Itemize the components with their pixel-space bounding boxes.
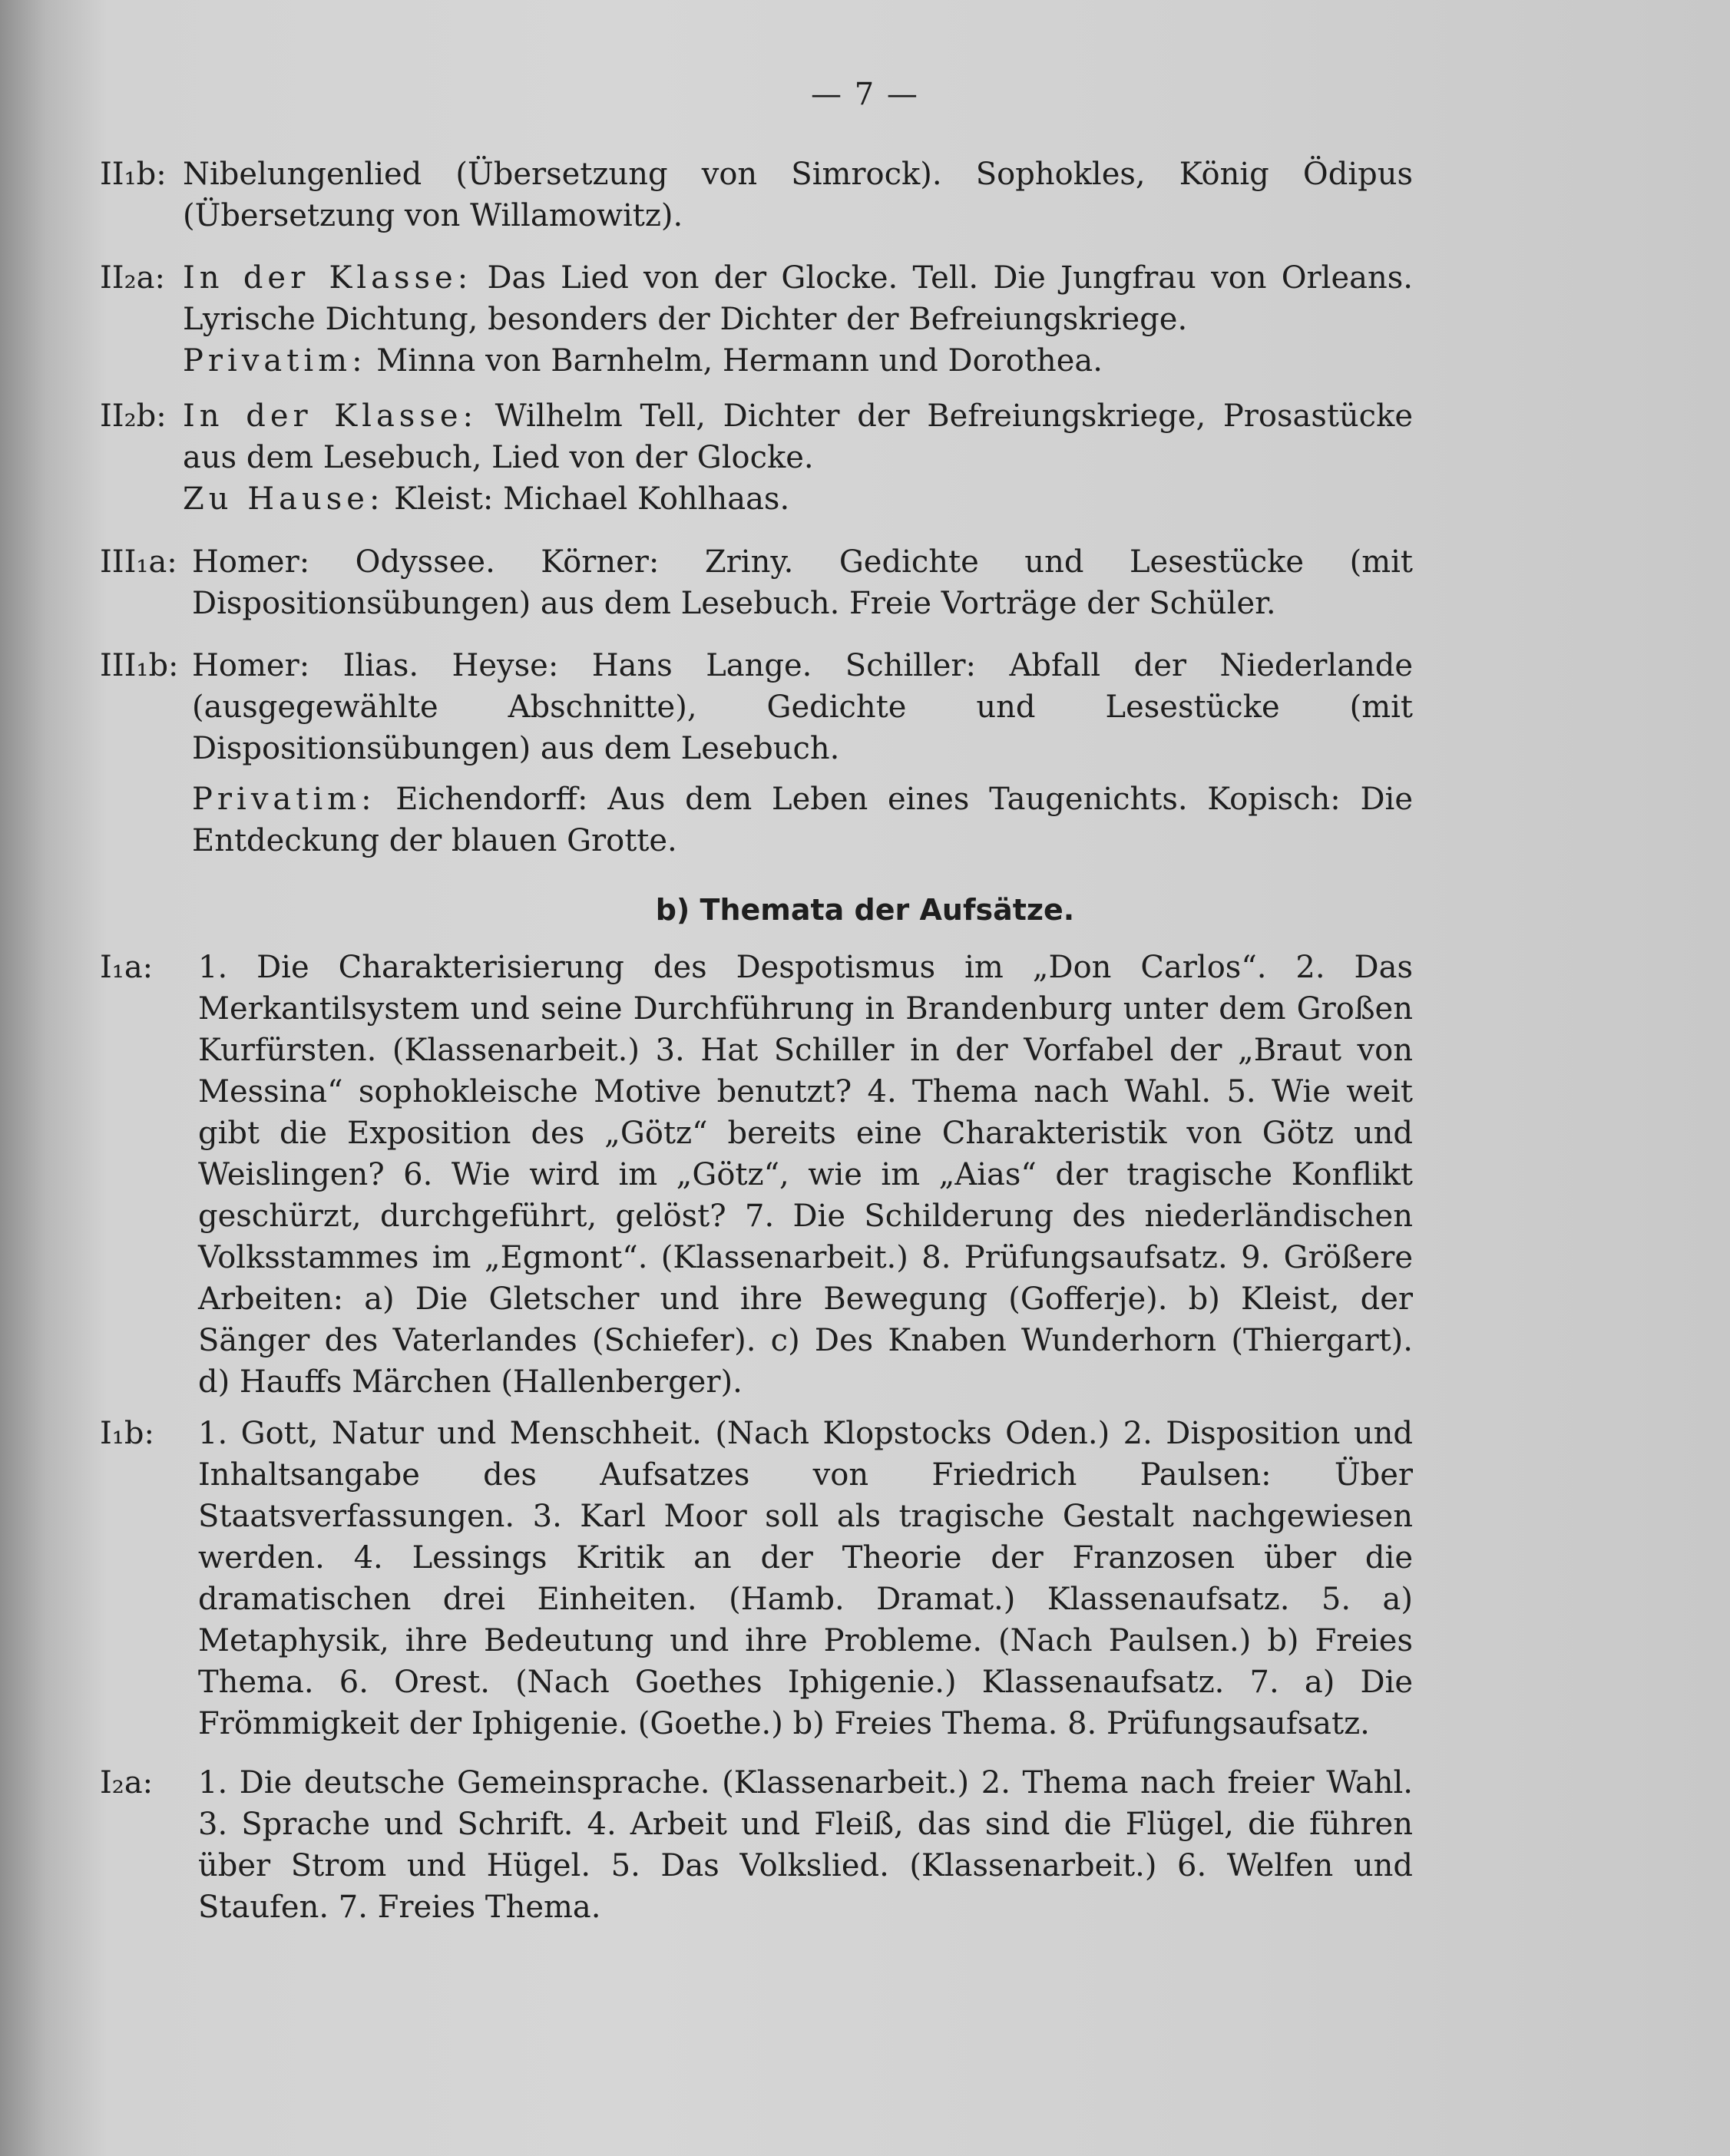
- entry-text: 1. Die Charakterisierung des Despotismus im „Don Carlos“. 2. Das Merkantilsystem und seine Durchführung in Brandenburg unter dem Großen Kurfürsten. (Klassenarbeit.) 3. Hat Schiller in der Vorfabel der „Braut von Messina“ sophokleische Motive benutzt? 4. Thema nach Wahl. 5. Wie weit gibt die Exposition des „Götz“ bereits eine Charakteristik von Götz und Weislingen? 6. Wie wird im „Götz“, wie im „Aias“ der tragische Konflikt geschürzt, durchgeführt, gelöst? 7. Die Schilderung des niederländischen Volksstammes im „Egmont“. (Klassenarbeit.) 8. Prüfungsaufsatz. 9. Größere Arbeiten: a) Die Gletscher und ihre Bewegung (Gofferje). b) Kleist, der Sänger des Vaterlandes (Schiefer). c) Des Knaben Wunderhorn (Thiergart). d) Hauffs Märchen (Hallenberger).: [198, 950, 1413, 1400]
- entry-label: III₁b:: [100, 648, 179, 683]
- entry-text: Minna von Barnhelm, Hermann und Dorothea.: [366, 343, 1103, 379]
- page-number: — 7 —: [811, 77, 919, 112]
- entry-body: [183, 154, 1413, 236]
- entry-text: Wilhelm Tell, Dichter der Befreiungskriege, Prosastücke aus dem Lesebuch, Lied von der Glocke.: [183, 398, 1413, 475]
- entry-body: [198, 947, 1413, 1403]
- entry-text: 1. Die deutsche Gemeinsprache. (Klassenarbeit.) 2. Thema nach freier Wahl. 3. Sprache und Schrift. 4. Arbeit und Fleiß, das sind die Flügel, die führen über Strom und Hügel. 5. Das Volkslied. (Klassenarbeit.) 6. Welfen und Staufen. 7. Freies Thema.: [198, 1765, 1413, 1925]
- entry-lead: Zu Hause:: [183, 481, 385, 517]
- entry-body: [192, 541, 1413, 624]
- entry-lead: Privatim:: [192, 782, 376, 817]
- entry-label: II₂a:: [100, 260, 165, 296]
- entry-text: 1. Gott, Natur und Menschheit. (Nach Klopstocks Oden.) 2. Disposition und Inhaltsangabe des Aufsatzes von Friedrich Paulsen: Über Staatsverfassungen. 3. Karl Moor soll als tragische Gestalt nachgewiesen werden. 4. Lessings Kritik an der Theorie der Franzosen über die dramatischen drei Einheiten. (Hamb. Dramat.) Klassenaufsatz. 5. a) Metaphysik, ihre Bedeutung und ihre Probleme. (Nach Paulsen.) b) Freies Thema. 6. Orest. (Nach Goethes Iphigenie.) Klassenaufsatz. 7. a) Die Frömmigkeit der Iphigenie. (Goethe.) b) Freies Thema. 8. Prüfungsaufsatz.: [198, 1416, 1413, 1741]
- entry-body: [192, 645, 1413, 861]
- entry-text: Homer: Odyssee. Körner: Zriny. Gedichte und Lesestücke (mit Dispositionsübungen) aus dem Lesebuch. Freie Vorträge der Schüler.: [192, 544, 1413, 621]
- entry-body: [183, 395, 1413, 520]
- entry-paragraph: [183, 478, 1413, 520]
- reading-entry-II1b: [100, 154, 1413, 236]
- entry-label: III₁a:: [100, 544, 177, 580]
- essay-entry-I1b: [100, 1413, 1413, 1744]
- reading-entry-II2b: [100, 395, 1413, 520]
- entry-body: [198, 1413, 1413, 1744]
- entry-paragraph: [183, 395, 1413, 478]
- entry-label: II₂b:: [100, 398, 167, 434]
- reading-entry-II2a: [100, 257, 1413, 382]
- section-heading: b) Themata der Aufsätze.: [655, 893, 1075, 927]
- entry-text: Eichendorff: Aus dem Leben eines Taugenichts. Kopisch: Die Entdeckung der blauen Grotte.: [192, 782, 1413, 858]
- entry-text: Das Lied von der Glocke. Tell. Die Jungfrau von Orleans. Lyrische Dichtung, besonders der Dichter der Befreiungskriege.: [183, 260, 1413, 337]
- entry-label: I₁a:: [100, 950, 154, 985]
- entry-label: II₁b:: [100, 157, 167, 192]
- entry-paragraph: [183, 340, 1413, 382]
- entry-text: Kleist: Michael Kohlhaas.: [384, 481, 790, 517]
- entry-label: I₂a:: [100, 1765, 154, 1801]
- reading-entry-III1b: [100, 645, 1413, 861]
- entry-lead: In der Klasse:: [183, 398, 478, 434]
- entry-paragraph: [183, 257, 1413, 340]
- entry-label: I₁b:: [100, 1416, 154, 1451]
- entry-body: [198, 1762, 1413, 1928]
- entry-lead: Privatim:: [183, 343, 367, 379]
- entry-lead: In der Klasse:: [183, 260, 473, 296]
- entry-text: Homer: Ilias. Heyse: Hans Lange. Schiller: Abfall der Niederlande (ausgegewählte Abschnitte), Gedichte und Lesestücke (mit Dispositionsübungen) aus dem Lesebuch.: [192, 648, 1413, 766]
- essay-entry-I2a: [100, 1762, 1413, 1928]
- essay-entry-I1a: [100, 947, 1413, 1403]
- entry-text: Nibelungenlied (Übersetzung von Simrock). Sophokles, König Ödipus (Übersetzung von Willamowitz).: [183, 157, 1413, 233]
- entry-paragraph: [192, 779, 1413, 861]
- entry-body: [183, 257, 1413, 382]
- reading-entry-III1a: [100, 541, 1413, 624]
